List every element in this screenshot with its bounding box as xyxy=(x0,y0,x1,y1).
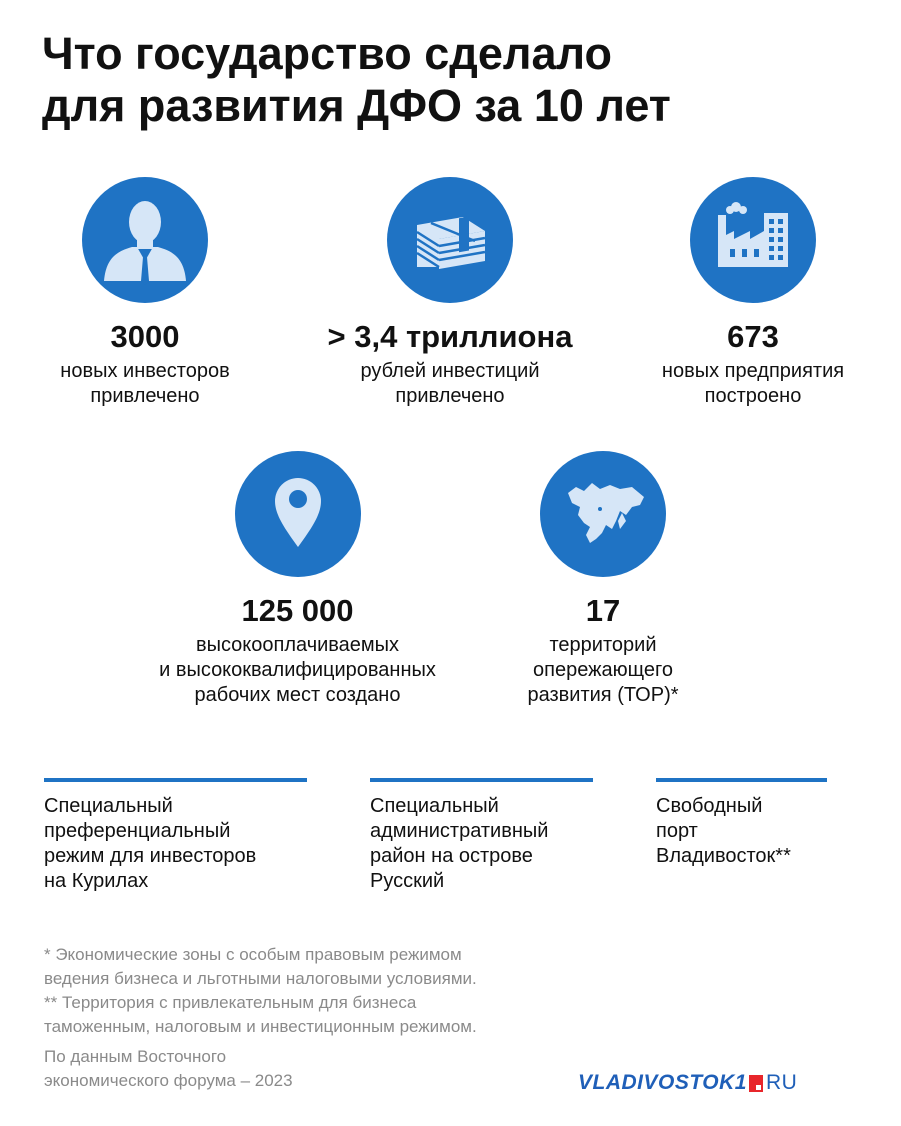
stat-number: 673 xyxy=(727,319,779,354)
stat-description: рублей инвестиций привлечено xyxy=(360,360,540,407)
zone-russky-island xyxy=(370,778,593,894)
far-east-map-icon xyxy=(540,451,666,577)
logo-text: VLADIVOSTOK1 xyxy=(578,1071,747,1094)
stat-description: территорий опережающего развития (ТОР)* xyxy=(527,634,679,706)
stat-number: 3000 xyxy=(110,319,180,354)
stat-tor xyxy=(488,451,718,708)
zone-free-port xyxy=(656,778,827,869)
zone-text: Специальный административный район на острове Русский xyxy=(370,795,549,892)
stat-enterprises xyxy=(628,177,878,409)
zone-divider xyxy=(44,778,307,782)
footnotes xyxy=(44,943,644,1039)
vladivostok1-logo xyxy=(578,1070,797,1096)
stat-jobs xyxy=(120,451,475,708)
location-pin-icon xyxy=(235,451,361,577)
stat-number: 17 xyxy=(585,593,621,628)
footnote-line: * Экономические зоны с особым правовым режимом xyxy=(44,945,462,964)
footnote-line: ведения бизнеса и льготными налоговыми условиями. xyxy=(44,969,477,988)
stat-description: новых инвесторов привлечено xyxy=(60,360,230,407)
zone-text: Специальный преференциальный режим для инвесторов на Курилах xyxy=(44,795,257,892)
stat-description: высокооплачиваемых и высококвалифицированных рабочих мест создано xyxy=(159,634,436,706)
investor-person-icon xyxy=(82,177,208,303)
zone-divider xyxy=(370,778,593,782)
zone-kurils xyxy=(44,778,307,894)
logo-suffix: RU xyxy=(765,1071,798,1094)
title-line-1: Что государство сделало xyxy=(42,28,612,79)
stat-number: > 3,4 триллиона xyxy=(327,319,573,354)
money-stack-icon xyxy=(387,177,513,303)
factory-building-icon xyxy=(690,177,816,303)
stat-investments xyxy=(305,177,595,409)
zone-text: Свободный порт Владивосток** xyxy=(656,795,791,867)
stat-description: новых предприятия построено xyxy=(661,360,845,407)
footnote-line: ** Территория с привлекательным для бизнеса xyxy=(44,993,417,1012)
stat-number: 125 000 xyxy=(241,593,354,628)
logo-red-square-icon xyxy=(749,1075,763,1092)
footnote-line: таможенным, налоговым и инвестиционным режимом. xyxy=(44,1017,477,1036)
page-title xyxy=(42,28,862,132)
title-line-2: для развития ДФО за 10 лет xyxy=(42,80,671,131)
stat-investors xyxy=(20,177,270,409)
source-note: По данным Восточного экономического форума – 2023 xyxy=(44,1047,293,1090)
zone-divider xyxy=(656,778,827,782)
